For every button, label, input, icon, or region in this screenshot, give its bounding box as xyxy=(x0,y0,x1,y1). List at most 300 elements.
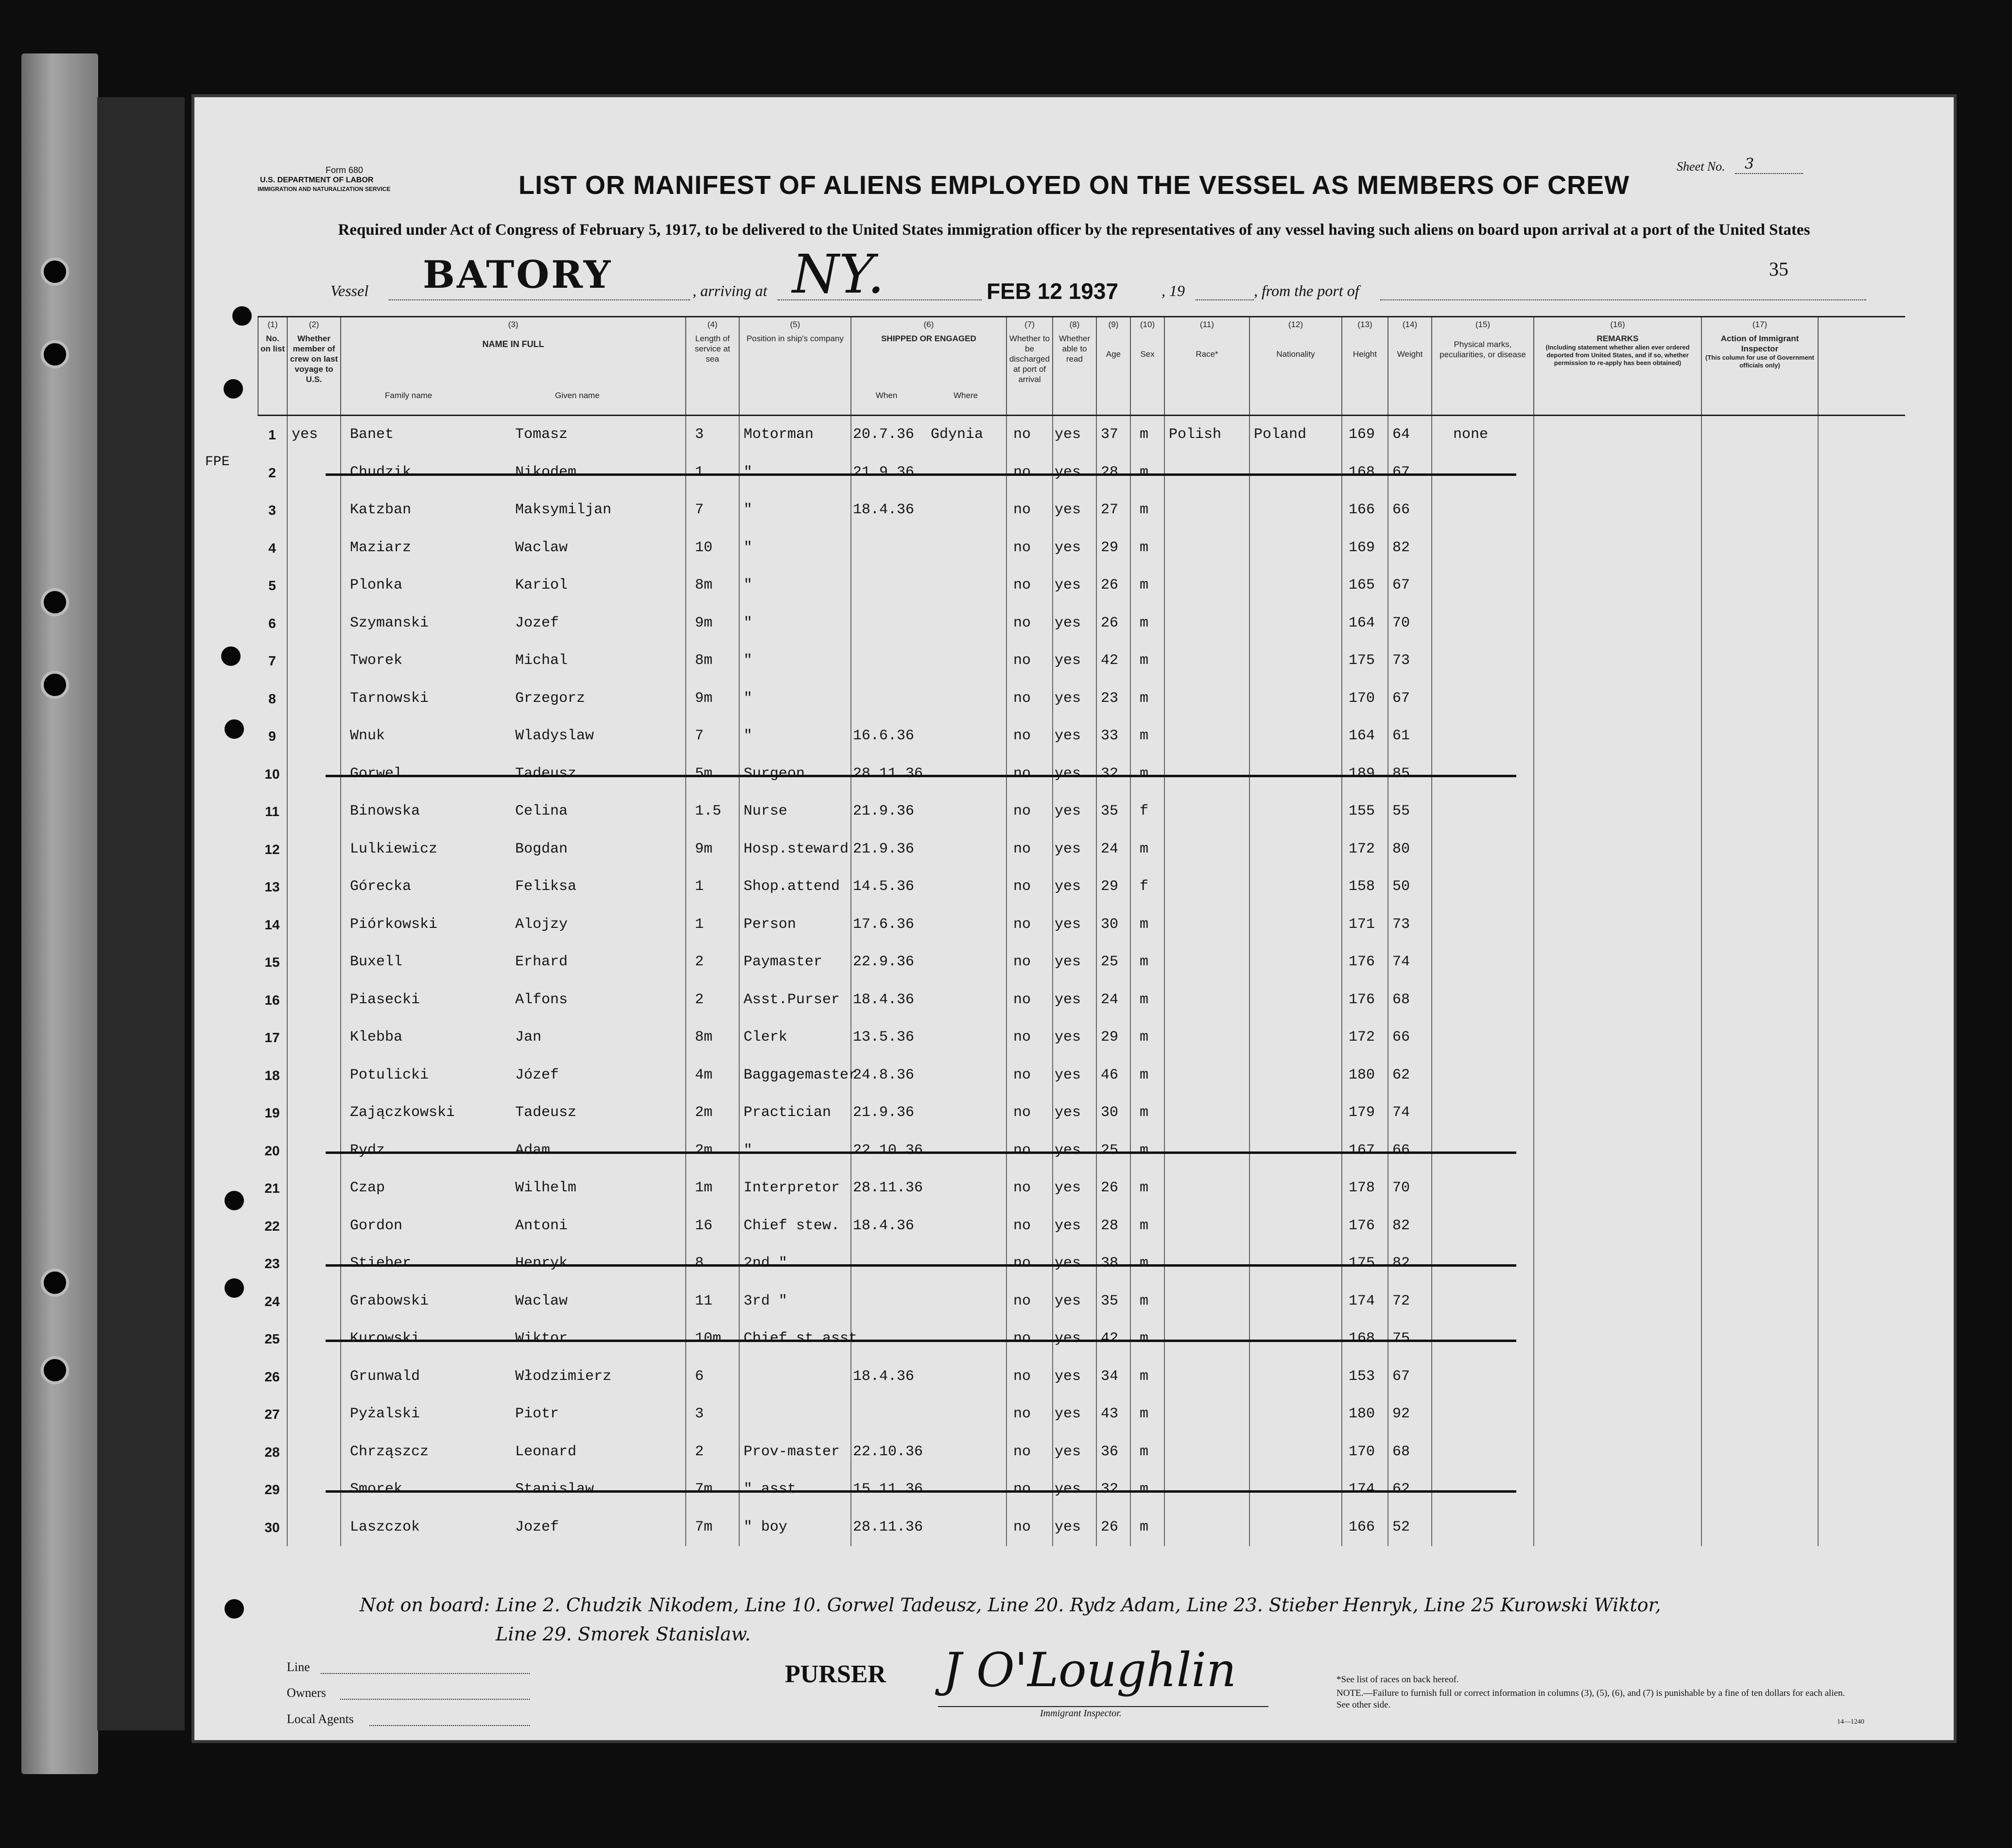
inspector-signature: J O'Loughlin xyxy=(943,1643,1236,1697)
column-rule xyxy=(1164,1471,1165,1509)
column-rule xyxy=(1818,1057,1819,1095)
last-voyage-cell xyxy=(292,717,340,755)
race-cell xyxy=(1169,642,1249,680)
length-cell: 2m xyxy=(695,1142,713,1159)
height-cell: 168 xyxy=(1349,464,1375,481)
age-cell: 27 xyxy=(1101,502,1119,518)
column-rule xyxy=(1701,868,1702,906)
race-cell xyxy=(1169,1283,1249,1321)
row-number: 26 xyxy=(264,1369,280,1384)
agents-label: Local Agents xyxy=(287,1712,354,1726)
column-rule xyxy=(739,1433,740,1471)
column-rule xyxy=(1052,943,1053,981)
height-cell: 168 xyxy=(1349,1330,1375,1347)
row-number: 17 xyxy=(264,1030,280,1045)
column-rule xyxy=(1249,1358,1250,1396)
column-rule xyxy=(1096,1283,1097,1321)
age-cell: 29 xyxy=(1101,878,1119,895)
column-rule xyxy=(1533,1057,1534,1095)
column-rule xyxy=(1533,1019,1534,1057)
last-voyage-cell xyxy=(292,1471,340,1509)
column-rule xyxy=(1818,717,1819,755)
header-position-label: Position in ship's company xyxy=(746,334,844,343)
discharged-cell: no xyxy=(1013,1180,1031,1196)
given-name-cell: Jan xyxy=(515,1029,542,1046)
column-rule xyxy=(1052,1132,1053,1170)
given-name-cell: Waclaw xyxy=(515,1292,568,1309)
column-rule xyxy=(1431,605,1432,643)
read-cell: yes xyxy=(1055,426,1081,443)
when-cell xyxy=(853,1245,931,1283)
discharged-cell: no xyxy=(1013,1292,1031,1309)
where-cell xyxy=(931,491,1004,529)
when-cell: 18.4.36 xyxy=(853,1368,915,1385)
column-rule xyxy=(1431,1019,1432,1057)
nationality-cell xyxy=(1254,491,1341,529)
read-cell: yes xyxy=(1055,878,1081,895)
punch-hole xyxy=(41,258,69,286)
column-rule xyxy=(1164,943,1165,981)
last-voyage-cell xyxy=(292,1433,340,1471)
header-given-name: Given name xyxy=(555,391,600,400)
column-rule xyxy=(1818,1320,1819,1358)
column-rule xyxy=(1533,1207,1534,1245)
column-rule xyxy=(1533,981,1534,1019)
column-rule xyxy=(685,1245,686,1283)
nationality-cell xyxy=(1254,755,1341,793)
column-rule xyxy=(340,1283,341,1321)
family-name-cell: Potulicki xyxy=(350,1066,429,1083)
column-rule xyxy=(1164,1245,1165,1283)
column-rule xyxy=(1096,491,1097,529)
when-cell: 24.8.36 xyxy=(853,1066,915,1083)
weight-cell: 64 xyxy=(1392,426,1410,443)
weight-cell: 74 xyxy=(1392,954,1410,970)
family-name-cell: Szymanski xyxy=(350,614,429,631)
column-rule xyxy=(1130,1019,1131,1057)
column-rule xyxy=(1431,1169,1432,1207)
where-cell xyxy=(931,1433,1004,1471)
height-cell: 165 xyxy=(1349,577,1375,593)
column-rule xyxy=(1130,1358,1131,1396)
column-rule xyxy=(287,1169,288,1207)
column-rule xyxy=(1006,1358,1007,1396)
read-cell: yes xyxy=(1055,1029,1081,1046)
family-name-cell: Klebba xyxy=(350,1029,403,1046)
given-name-cell: Celina xyxy=(515,803,568,819)
column-rule xyxy=(1533,793,1534,831)
where-cell xyxy=(931,1169,1004,1207)
penalty-note: NOTE.—Failure to furnish full or correct information in columns (3), (5), (6), and (7) is punishable by a fine of ten dollars for each alien. See other side. xyxy=(1336,1688,1845,1710)
read-cell: yes xyxy=(1055,991,1081,1008)
page-number: 35 xyxy=(1769,258,1788,280)
age-cell: 38 xyxy=(1101,1255,1119,1272)
column-rule xyxy=(1130,642,1131,680)
where-cell xyxy=(931,755,1004,793)
column-rule xyxy=(1052,1094,1053,1132)
column-rule xyxy=(340,1433,341,1471)
column-rule xyxy=(1130,1320,1131,1358)
table-row xyxy=(258,1433,1905,1471)
column-rule xyxy=(739,567,740,605)
read-cell: yes xyxy=(1055,464,1081,481)
read-cell: yes xyxy=(1055,765,1081,782)
nationality-cell xyxy=(1254,680,1341,718)
row-number: 20 xyxy=(264,1143,280,1158)
sex-cell: m xyxy=(1140,1443,1149,1460)
column-rule xyxy=(1096,1433,1097,1471)
header-shipped-num: (6) xyxy=(923,320,934,329)
column-rule xyxy=(685,416,686,454)
row-number: 12 xyxy=(264,841,280,857)
column-rule xyxy=(1249,981,1250,1019)
when-cell: 18.4.36 xyxy=(853,502,915,518)
row-number: 15 xyxy=(264,955,280,970)
table-row xyxy=(258,1283,1905,1321)
column-rule xyxy=(1052,567,1053,605)
table-row xyxy=(258,605,1905,643)
column-rule xyxy=(340,868,341,906)
physical-marks-cell: none xyxy=(1453,426,1489,443)
row-number: 27 xyxy=(264,1407,280,1422)
column-rule xyxy=(1818,680,1819,718)
column-rule xyxy=(1533,1358,1534,1396)
position-cell: " xyxy=(744,502,753,518)
race-cell xyxy=(1169,1057,1249,1095)
column-rule xyxy=(1533,717,1534,755)
column-rule xyxy=(1431,793,1432,831)
column-rule xyxy=(1052,868,1053,906)
column-rule xyxy=(739,1132,740,1170)
column-rule xyxy=(1818,1207,1819,1245)
header-discharged-label: Whether to be discharged at port of arrival xyxy=(1009,334,1050,384)
last-voyage-cell xyxy=(292,1094,340,1132)
column-rule xyxy=(1052,642,1053,680)
header-last-voyage-label: Whether member of crew on last voyage to U.S. xyxy=(290,334,338,384)
age-cell: 25 xyxy=(1101,954,1119,970)
column-rule xyxy=(1533,1433,1534,1471)
column-rule xyxy=(1341,831,1342,869)
owners-label: Owners xyxy=(287,1686,326,1700)
read-cell: yes xyxy=(1055,1518,1081,1535)
length-cell: 7m xyxy=(695,1481,713,1498)
last-voyage-cell xyxy=(292,529,340,567)
column-rule xyxy=(1096,1320,1097,1358)
column-rule xyxy=(685,491,686,529)
strike-through-line xyxy=(326,775,1516,777)
race-cell xyxy=(1169,605,1249,643)
column-rule xyxy=(287,868,288,906)
where-cell xyxy=(931,906,1004,944)
sex-cell: m xyxy=(1140,426,1149,443)
column-rule xyxy=(1533,605,1534,643)
column-rule xyxy=(1533,1094,1534,1132)
column-rule xyxy=(739,454,740,492)
sex-cell: m xyxy=(1140,1066,1149,1083)
row-number: 6 xyxy=(268,615,276,631)
column-rule xyxy=(1533,906,1534,944)
header-length-label: Length of service at sea xyxy=(694,334,730,364)
header-length-num: (4) xyxy=(707,320,718,329)
family-name-cell: Laszczok xyxy=(350,1518,420,1535)
table-body xyxy=(258,416,1905,1546)
form-service: IMMIGRATION AND NATURALIZATION SERVICE xyxy=(258,186,391,192)
column-rule xyxy=(739,981,740,1019)
given-name-cell: Tomasz xyxy=(515,426,568,443)
last-voyage-cell xyxy=(292,605,340,643)
header-age xyxy=(1096,317,1130,415)
sex-cell: m xyxy=(1140,577,1149,593)
column-rule xyxy=(1701,1395,1702,1433)
height-cell: 170 xyxy=(1349,690,1375,707)
last-voyage-cell xyxy=(292,906,340,944)
when-cell xyxy=(853,1395,931,1433)
last-voyage-cell xyxy=(292,642,340,680)
table-row xyxy=(258,1358,1905,1396)
column-rule xyxy=(287,1132,288,1170)
where-cell xyxy=(931,642,1004,680)
row-number: 13 xyxy=(264,879,280,894)
column-rule xyxy=(287,1057,288,1095)
table-row xyxy=(258,1395,1905,1433)
column-rule xyxy=(1130,1471,1131,1509)
races-note: *See list of races on back hereof. xyxy=(1336,1674,1459,1685)
where-cell xyxy=(931,1320,1004,1358)
sex-cell: m xyxy=(1140,1180,1149,1196)
row-number: 5 xyxy=(268,578,276,593)
table-row xyxy=(258,416,1905,454)
position-cell: " xyxy=(744,464,753,481)
column-rule xyxy=(1164,605,1165,643)
column-rule xyxy=(1533,1320,1534,1358)
last-voyage-cell xyxy=(292,1509,340,1547)
column-rule xyxy=(1701,981,1702,1019)
column-rule xyxy=(1006,491,1007,529)
sheet-hole xyxy=(225,719,244,739)
column-rule xyxy=(287,831,288,869)
family-name-cell: Gordon xyxy=(350,1217,403,1234)
nationality-cell xyxy=(1254,642,1341,680)
column-rule xyxy=(1341,717,1342,755)
race-cell xyxy=(1169,981,1249,1019)
column-rule xyxy=(1006,1320,1007,1358)
race-cell xyxy=(1169,868,1249,906)
column-rule xyxy=(1341,416,1342,454)
column-rule xyxy=(1096,831,1097,869)
weight-cell: 80 xyxy=(1392,840,1410,857)
length-cell: 3 xyxy=(695,1406,704,1422)
family-name-cell: Maziarz xyxy=(350,539,412,556)
column-rule xyxy=(1818,605,1819,643)
discharged-cell: no xyxy=(1013,765,1031,782)
given-name-cell: Kariol xyxy=(515,577,568,593)
where-cell xyxy=(931,1395,1004,1433)
position-cell: " xyxy=(744,614,753,631)
given-name-cell: Bogdan xyxy=(515,840,568,857)
column-rule xyxy=(1533,567,1534,605)
inspector-signature-line xyxy=(938,1706,1268,1707)
column-rule xyxy=(685,1395,686,1433)
physical-marks-cell xyxy=(1453,1471,1533,1509)
column-rule xyxy=(340,1245,341,1283)
column-rule xyxy=(1006,1019,1007,1057)
column-rule xyxy=(685,793,686,831)
column-rule xyxy=(1164,1395,1165,1433)
when-cell xyxy=(853,605,931,643)
when-cell: 21.9.36 xyxy=(853,1104,915,1121)
header-age-num: (9) xyxy=(1108,320,1119,329)
family-name-cell: Buxell xyxy=(350,954,403,970)
position-cell: Motorman xyxy=(744,426,814,443)
column-rule xyxy=(1052,831,1053,869)
header-length xyxy=(685,317,739,415)
column-rule xyxy=(1533,454,1534,492)
column-rule xyxy=(1096,1471,1097,1509)
height-cell: 169 xyxy=(1349,539,1375,556)
column-rule xyxy=(1096,1094,1097,1132)
column-rule xyxy=(287,717,288,755)
header-no-label: No. on list xyxy=(260,334,285,353)
column-rule xyxy=(1249,1132,1250,1170)
column-rule xyxy=(1701,1358,1702,1396)
column-rule xyxy=(1341,1245,1342,1283)
year-line xyxy=(1196,299,1254,300)
column-rule xyxy=(340,1019,341,1057)
column-rule xyxy=(1052,605,1053,643)
weight-cell: 73 xyxy=(1392,652,1410,669)
column-rule xyxy=(287,1358,288,1396)
age-cell: 24 xyxy=(1101,991,1119,1008)
column-rule xyxy=(685,454,686,492)
column-rule xyxy=(1006,1395,1007,1433)
where-cell xyxy=(931,981,1004,1019)
length-cell: 9m xyxy=(695,840,713,857)
column-rule xyxy=(1818,1433,1819,1471)
race-cell xyxy=(1169,1433,1249,1471)
column-rule xyxy=(1249,1207,1250,1245)
column-rule xyxy=(739,1057,740,1095)
weight-cell: 50 xyxy=(1392,878,1410,895)
column-rule xyxy=(287,1019,288,1057)
nationality-cell xyxy=(1254,567,1341,605)
strike-through-line xyxy=(326,1264,1516,1267)
row-number: 22 xyxy=(264,1218,280,1234)
height-cell: 189 xyxy=(1349,765,1375,782)
length-cell: 10m xyxy=(695,1330,722,1347)
when-cell xyxy=(853,680,931,718)
family-name-cell: Katzban xyxy=(350,502,412,518)
column-rule xyxy=(1006,1471,1007,1509)
header-read-label: Whether able to read xyxy=(1058,334,1091,364)
column-rule xyxy=(739,491,740,529)
header-shipped-label: SHIPPED OR ENGAGED xyxy=(881,334,976,343)
where-cell: Gdynia xyxy=(931,426,984,443)
column-rule xyxy=(1818,1283,1819,1321)
column-rule xyxy=(1164,1019,1165,1057)
form-number: Form 680 xyxy=(326,165,364,175)
column-rule xyxy=(1818,454,1819,492)
column-rule xyxy=(340,943,341,981)
weight-cell: 75 xyxy=(1392,1330,1410,1347)
column-rule xyxy=(1341,943,1342,981)
read-cell: yes xyxy=(1055,1217,1081,1234)
last-voyage-cell xyxy=(292,1057,340,1095)
header-position xyxy=(739,317,850,415)
read-cell: yes xyxy=(1055,1255,1081,1272)
column-rule xyxy=(1130,943,1131,981)
when-cell: 22.10.36 xyxy=(853,1142,923,1159)
given-name-cell: Piotr xyxy=(515,1406,559,1422)
position-cell: 2nd " xyxy=(744,1255,788,1272)
column-rule xyxy=(1006,868,1007,906)
given-name-cell: Henryk xyxy=(515,1255,568,1272)
column-rule xyxy=(1052,1207,1053,1245)
column-rule xyxy=(1096,906,1097,944)
column-rule xyxy=(287,1094,288,1132)
column-rule xyxy=(1533,831,1534,869)
last-voyage-cell xyxy=(292,491,340,529)
column-rule xyxy=(1818,642,1819,680)
discharged-cell: no xyxy=(1013,728,1031,744)
column-rule xyxy=(1006,605,1007,643)
weight-cell: 66 xyxy=(1392,1142,1410,1159)
column-rule xyxy=(1006,943,1007,981)
column-rule xyxy=(1052,680,1053,718)
position-cell: " xyxy=(744,577,753,593)
nationality-cell xyxy=(1254,1509,1341,1547)
column-rule xyxy=(1130,1509,1131,1547)
length-cell: 7m xyxy=(695,1518,713,1535)
discharged-cell: no xyxy=(1013,878,1031,895)
column-rule xyxy=(1701,1207,1702,1245)
punch-hole xyxy=(41,671,69,699)
column-rule xyxy=(685,1132,686,1170)
column-rule xyxy=(287,981,288,1019)
when-cell: 28.11.36 xyxy=(853,765,923,782)
table-row xyxy=(258,1509,1905,1547)
header-sex xyxy=(1130,317,1164,415)
column-rule xyxy=(1533,680,1534,718)
manifest-sheet xyxy=(194,97,1954,1740)
column-rule xyxy=(1701,416,1702,454)
given-name-cell: Józef xyxy=(515,1066,559,1083)
table-row xyxy=(258,1471,1905,1509)
length-cell: 1m xyxy=(695,1180,713,1196)
read-cell: yes xyxy=(1055,840,1081,857)
when-cell: 22.10.36 xyxy=(853,1443,923,1460)
read-cell: yes xyxy=(1055,954,1081,970)
column-rule xyxy=(1533,529,1534,567)
column-rule xyxy=(1130,1169,1131,1207)
given-name-cell: Nikodem xyxy=(515,464,577,481)
column-rule xyxy=(340,1509,341,1547)
discharged-cell: no xyxy=(1013,916,1031,933)
physical-marks-cell xyxy=(1453,717,1533,755)
arriving-label: , arriving at xyxy=(693,282,767,299)
column-rule xyxy=(1341,454,1342,492)
nationality-cell xyxy=(1254,1471,1341,1509)
position-cell: Prov-master xyxy=(744,1443,840,1460)
family-name-cell: Kurowski xyxy=(350,1330,420,1347)
weight-cell: 82 xyxy=(1392,539,1410,556)
last-voyage-cell xyxy=(292,943,340,981)
column-rule xyxy=(1052,755,1053,793)
sex-cell: m xyxy=(1140,1255,1149,1272)
nationality-cell xyxy=(1254,831,1341,869)
column-rule xyxy=(1341,1283,1342,1321)
column-rule xyxy=(1431,755,1432,793)
discharged-cell: no xyxy=(1013,1029,1031,1046)
